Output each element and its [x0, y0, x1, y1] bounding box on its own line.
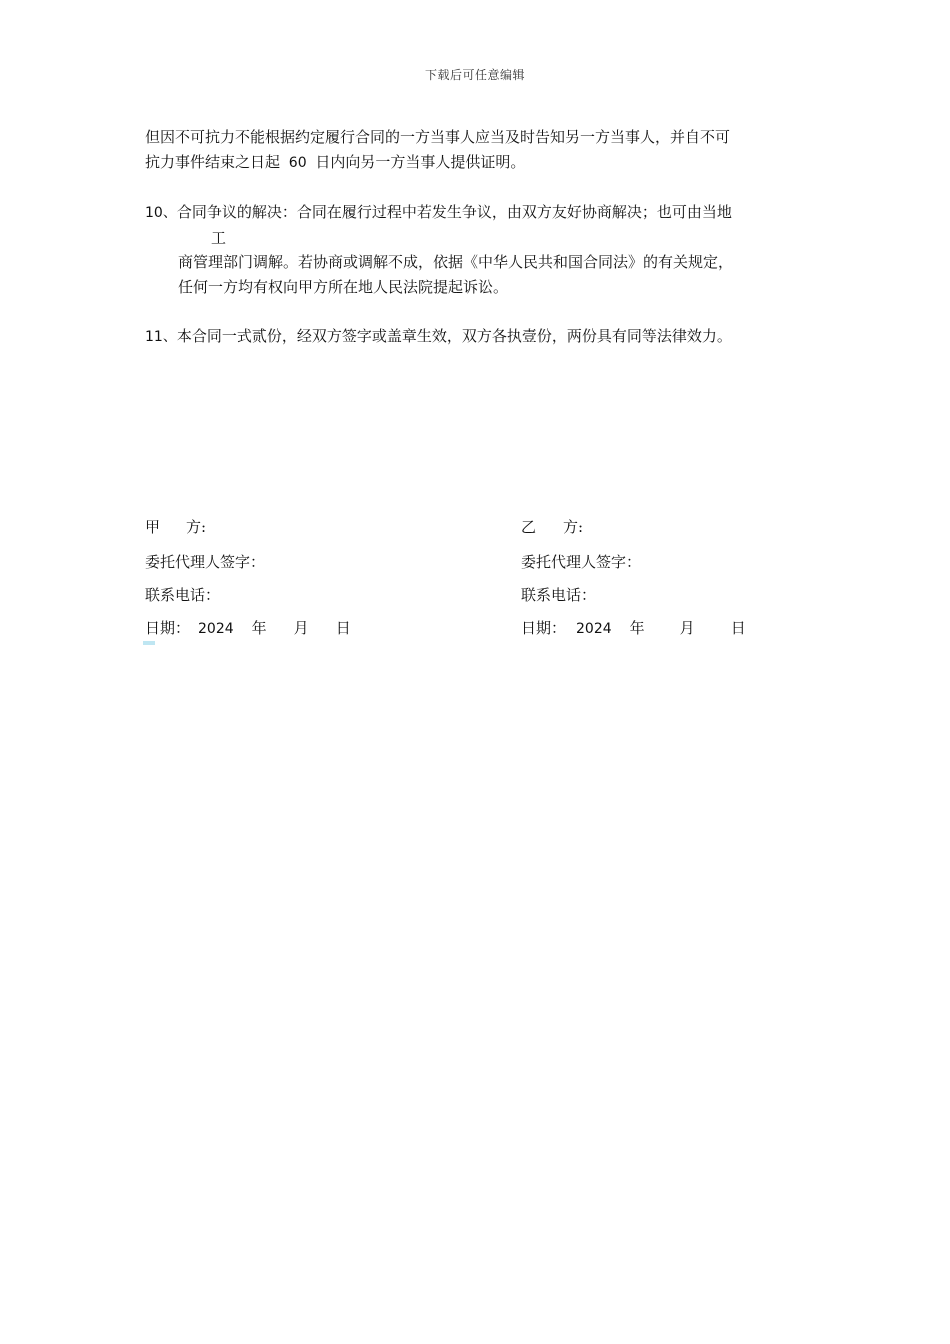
party-a-agent-signature: 委托代理人签字： — [145, 553, 266, 571]
party-b-date-year: 2024 — [576, 621, 612, 637]
party-a-date-month-unit: 月 — [293, 619, 309, 637]
paragraph-11-line-1-text: 本合同一式贰份，经双方签字或盖章生效，双方各执壹份，两份具有同等法律效力。 — [176, 327, 732, 345]
paragraph-10-line-1-text: 合同争议的解决：合同在履行过程中若发生争议，由双方友好协商解决；也可由当地 — [176, 203, 732, 221]
party-b-date — [521, 618, 746, 639]
paragraph-9-days-number: 60 — [288, 155, 307, 171]
party-b-label-suffix: 方: — [563, 518, 584, 536]
page-header: 下载后可任意编辑 — [424, 68, 525, 82]
party-b-date-month-unit: 月 — [679, 619, 695, 637]
paragraph-11-number: 11、 — [145, 329, 177, 345]
paragraph-10-line-2: 工 — [211, 229, 227, 247]
party-a-date-year-unit: 年 — [251, 619, 267, 637]
paragraph-9-line-2 — [145, 152, 525, 173]
paragraph-10-line-4: 任何一方均有权向甲方所在地人民法院提起诉讼。 — [178, 278, 509, 296]
party-a-phone: 联系电话： — [145, 586, 221, 604]
party-b-label — [521, 517, 583, 537]
paragraph-9-line-2-text-b: 日内向另一方当事人提供证明。 — [315, 153, 526, 171]
paragraph-10-line-1 — [145, 202, 732, 223]
party-a-date-year: 2024 — [198, 621, 234, 637]
party-b-date-year-unit: 年 — [629, 619, 645, 637]
party-a-label-suffix: 方: — [186, 518, 207, 536]
party-a-date-label: 日期： — [145, 619, 191, 637]
paragraph-11-line-1 — [145, 326, 732, 347]
paragraph-10-line-3: 商管理部门调解。若协商或调解不成，依据《中华人民共和国合同法》的有关规定， — [178, 253, 734, 271]
party-a-date-day-unit: 日 — [335, 619, 351, 637]
party-b-phone: 联系电话： — [521, 586, 597, 604]
paragraph-10-number: 10、 — [145, 205, 177, 221]
paragraph-9-line-2-text-a: 抗力事件结束之日起 — [145, 153, 281, 171]
party-b-label-char: 乙 — [521, 518, 537, 536]
party-b-agent-signature: 委托代理人签字： — [521, 553, 642, 571]
party-b-date-label: 日期： — [521, 619, 567, 637]
party-a-label — [145, 517, 206, 537]
party-a-label-char: 甲 — [145, 518, 161, 536]
paragraph-9-line-1: 但因不可抗力不能根据约定履行合同的一方当事人应当及时告知另一方当事人，并自不可 — [145, 128, 731, 146]
party-a-date — [145, 618, 351, 639]
text-cursor-highlight — [143, 641, 155, 645]
party-b-date-day-unit: 日 — [730, 619, 746, 637]
